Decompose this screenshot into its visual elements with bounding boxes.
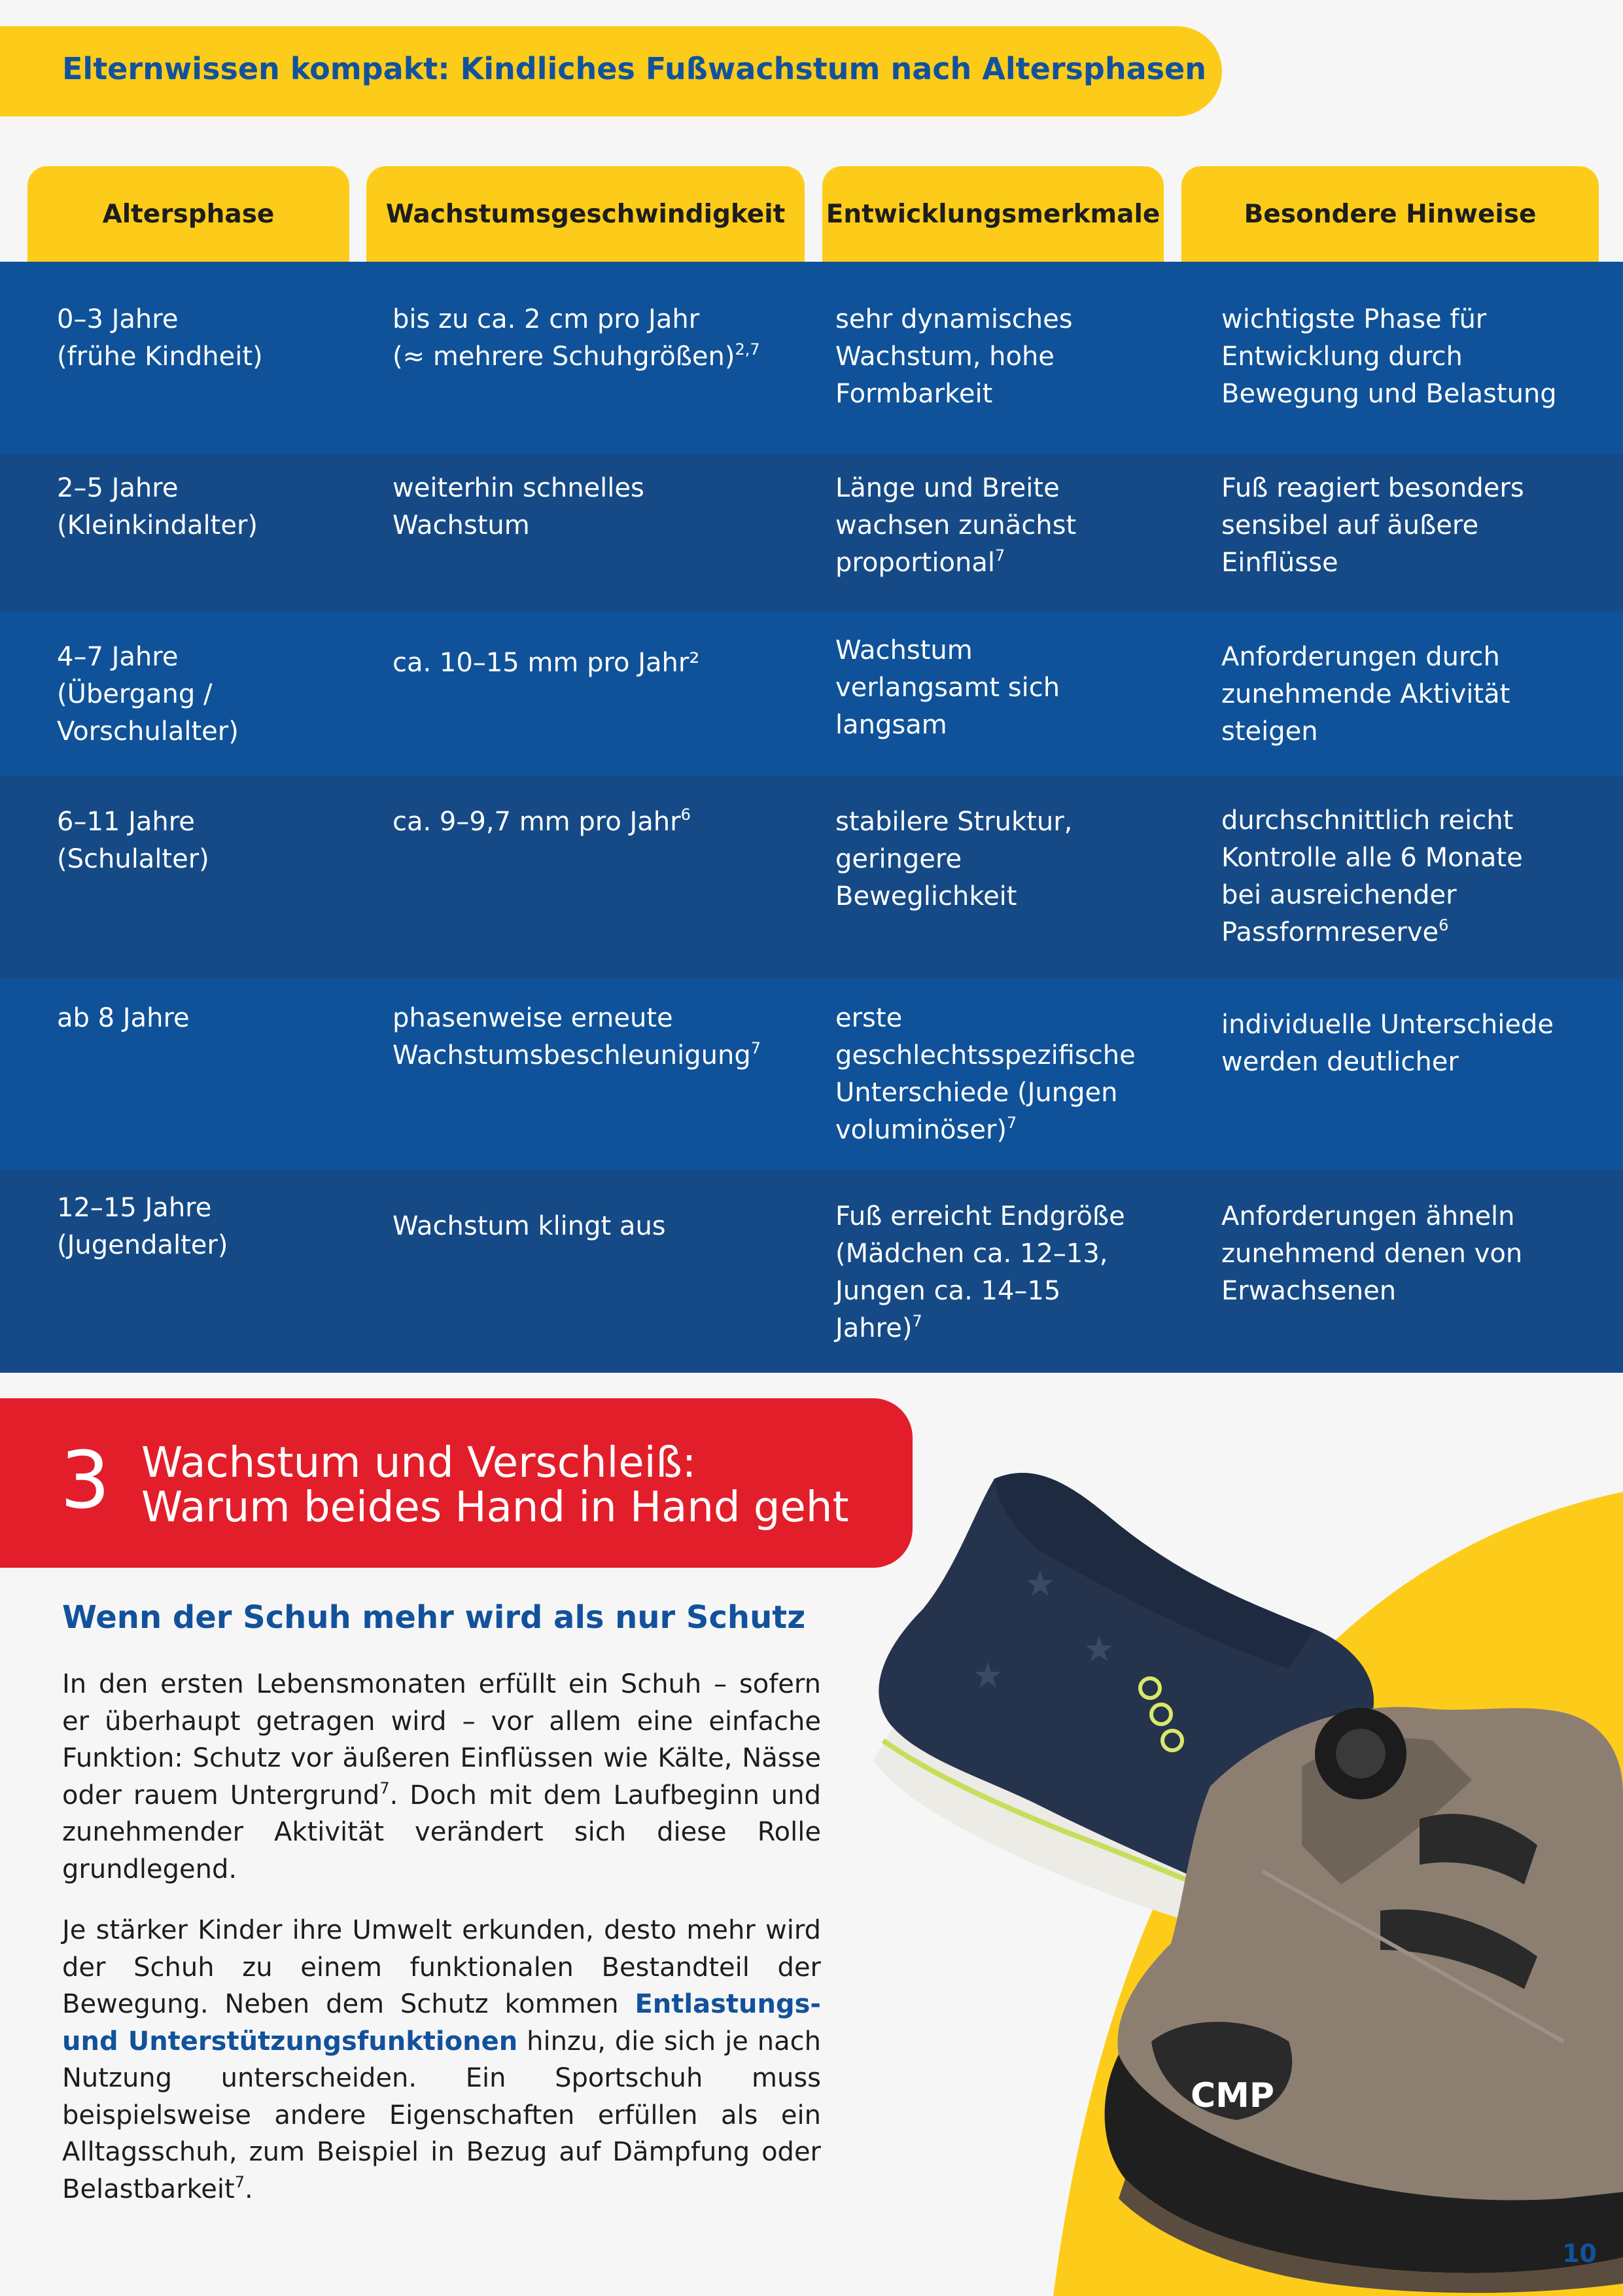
cell-phase: 12–15 Jahre (Jugendalter) [57, 1193, 228, 1260]
section-subheading: Wenn der Schuh mehr wird als nur Schutz [62, 1599, 806, 1636]
table-header-altersphase: Altersphase [27, 166, 349, 262]
table-header-merkmale: Entwicklungsmerkmale [822, 166, 1164, 262]
cell-phase: 0–3 Jahre (frühe Kindheit) [57, 304, 263, 372]
cell-speed: ca. 9–9,7 mm pro Jahr$^6$ [393, 805, 691, 837]
paragraph-1: In den ersten Lebensmonaten erfüllt ein Schuh – sofern er überhaupt getragen wird – vor allem eine einfache Funktion: Schutz vor äußeren Einflüssen wie Kälte, Nässe oder rauem Untergrund$^7$. Doch mit dem Laufbeginn und zunehmender Aktivität verändert sich diese Rolle grundlegend. [62, 1669, 822, 1884]
table-row [0, 1170, 1623, 1373]
table-row [0, 979, 1623, 1170]
cell-notes: wichtigste Phase für Entwicklung durch Bewegung und Belastung [1221, 304, 1557, 409]
cell-speed: Wachstum klingt aus [393, 1211, 666, 1241]
page-number: 10 [1562, 2239, 1597, 2268]
cell-features: Fuß erreicht Endgröße (Mädchen ca. 12–13, Jungen ca. 14–15 Jahre)$^7$ [835, 1201, 1125, 1343]
paragraph-2: Je stärker Kinder ihre Umwelt erkunden, desto mehr wird der Schuh zu einem funktionalen Bestandteil der Bewegung. Neben dem Schutz kommen Entlastungs- und Unterstützungsfunktionen hinzu, die sich je nach Nutzung unterscheiden. Ein Sportschuh muss beispielsweise andere Eigenschaften erfüllen als ein Alltagsschuh, zum Beispiel in Bezug auf Dämpfung oder Belastbarkeit$^7$. [62, 1915, 821, 2204]
page-title: Elternwissen kompakt: Kindliches Fußwachstum nach Altersphasen [62, 51, 1206, 86]
highlight-text: Entlastungs- und Unterstützungsfunktionen [62, 1989, 821, 2057]
cell-features: Länge und Breite wachsen zunächst proportional$^7$ [835, 473, 1077, 578]
cell-features: erste geschlechtsspezifische Unterschiede (Jungen voluminöser)$^7$ [835, 1003, 1136, 1145]
cell-speed: bis zu ca. 2 cm pro Jahr (≈ mehrere Schuhgrößen)$^{2,7}$ [393, 304, 760, 372]
cell-phase: 4–7 Jahre (Übergang / Vorschulalter) [57, 642, 239, 747]
cell-phase: ab 8 Jahre [57, 1003, 190, 1033]
cell-notes: Anforderungen ähneln zunehmend denen von Erwachsenen [1221, 1201, 1523, 1306]
section-number: 3 [60, 1436, 111, 1527]
table-header-wachstum: Wachstumsgeschwindigkeit [366, 166, 805, 262]
section-title: Wachstum und Verschleiß: Warum beides Hand in Hand geht [141, 1439, 849, 1532]
cell-speed: ca. 10–15 mm pro Jahr² [393, 648, 700, 678]
table-row [0, 262, 1623, 454]
table-row [0, 454, 1623, 611]
section-heading-box [0, 1398, 913, 1568]
table-row [0, 611, 1623, 776]
shoes-image [844, 1453, 1623, 2296]
title-bar [0, 26, 1222, 116]
cell-phase: 2–5 Jahre (Kleinkindalter) [57, 473, 258, 540]
cell-features: stabilere Struktur, geringere Beweglichkeit [835, 807, 1073, 911]
cell-notes: Anforderungen durch zunehmende Aktivität steigen [1221, 642, 1510, 747]
cell-speed: weiterhin schnelles Wachstum [393, 473, 644, 540]
table-row [0, 776, 1623, 979]
cell-notes: Fuß reagiert besonders sensibel auf äußere Einflüsse [1221, 473, 1524, 578]
cell-speed: phasenweise erneute Wachstumsbeschleunigung$^7$ [393, 1003, 761, 1070]
cell-notes: individuelle Unterschiede werden deutlicher [1221, 1010, 1554, 1077]
cell-features: Wachstum verlangsamt sich langsam [835, 635, 1060, 740]
cell-notes: durchschnittlich reicht Kontrolle alle 6 Monate bei ausreichender Passformreserve$^6$ [1221, 805, 1523, 947]
table-header-hinweise: Besondere Hinweise [1181, 166, 1599, 262]
cell-features: sehr dynamisches Wachstum, hohe Formbarkeit [835, 304, 1073, 409]
boot-logo: CMP [1191, 2076, 1275, 2115]
cell-phase: 6–11 Jahre (Schulalter) [57, 807, 209, 874]
